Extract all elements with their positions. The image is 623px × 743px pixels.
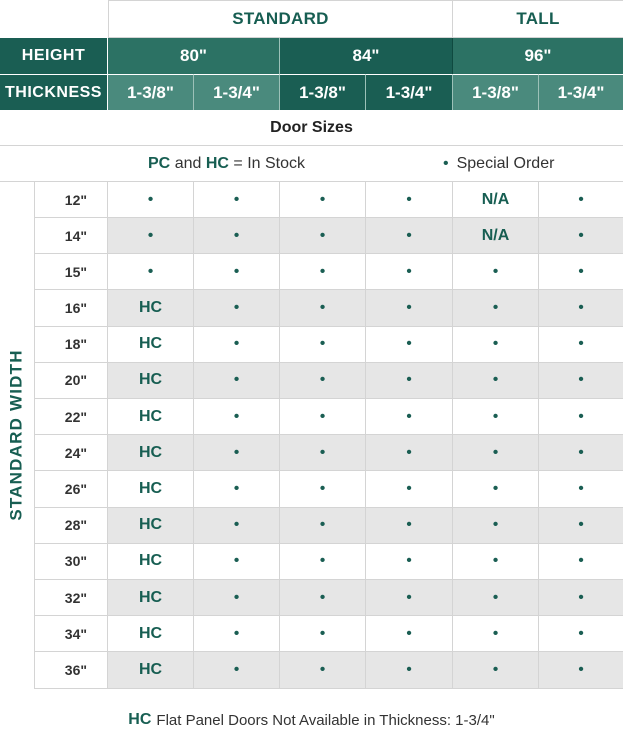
height-label: HEIGHT [0, 38, 108, 74]
legend-stock [0, 146, 453, 182]
special-order-dot: • [453, 399, 539, 435]
special-order-dot: • [194, 218, 280, 254]
special-order-dot: • [280, 290, 366, 326]
special-order-dot: • [194, 182, 280, 218]
in-stock-hc: HC [108, 544, 194, 580]
special-order-dot: • [366, 435, 453, 471]
special-order-dot: • [366, 218, 453, 254]
special-order-dot: • [194, 254, 280, 290]
special-order-dot: • [366, 290, 453, 326]
width-label: 12" [35, 182, 108, 218]
special-order-dot: • [539, 508, 623, 544]
special-order-dot: • [539, 182, 623, 218]
special-order-dot: • [280, 399, 366, 435]
special-order-dot: • [539, 616, 623, 652]
width-label: 36" [35, 652, 108, 688]
special-order-dot: • [194, 652, 280, 688]
special-order-dot: • [453, 471, 539, 507]
special-order-dot: • [539, 363, 623, 399]
special-order-dot: • [539, 435, 623, 471]
special-order-dot: • [366, 652, 453, 688]
special-order-dot: • [194, 290, 280, 326]
special-order-dot: • [194, 544, 280, 580]
special-order-dot: • [194, 616, 280, 652]
width-label: 26" [35, 471, 108, 507]
special-order-dot: • [280, 182, 366, 218]
special-order-dot: • [366, 254, 453, 290]
special-order-dot: • [539, 652, 623, 688]
special-order-dot: • [108, 218, 194, 254]
special-order-dot: • [194, 580, 280, 616]
special-order-dot: • [366, 508, 453, 544]
not-available: N/A [453, 218, 539, 254]
width-label: 18" [35, 327, 108, 363]
thickness-84-1-3-4: 1-3/4" [366, 74, 453, 110]
legend-hc: HC [205, 154, 229, 172]
special-order-dot: • [366, 363, 453, 399]
width-label: 34" [35, 616, 108, 652]
special-order-dot: • [280, 616, 366, 652]
in-stock-hc: HC [108, 399, 194, 435]
special-order-dot: • [280, 363, 366, 399]
special-order-dot: • [280, 435, 366, 471]
thickness-80-1-3-8: 1-3/8" [108, 74, 194, 110]
legend-special [443, 146, 623, 182]
special-order-dot: • [280, 218, 366, 254]
corner-blank [0, 0, 108, 38]
in-stock-hc: HC [108, 435, 194, 471]
legend-and: and [174, 154, 202, 172]
special-order-dot: • [194, 327, 280, 363]
special-order-dot: • [280, 471, 366, 507]
special-order-dot: • [539, 290, 623, 326]
width-label: 24" [35, 435, 108, 471]
footer-hc: HC [128, 711, 152, 728]
in-stock-hc: HC [108, 508, 194, 544]
thickness-96-1-3-8: 1-3/8" [453, 74, 539, 110]
thickness-80-1-3-4: 1-3/4" [194, 74, 280, 110]
bullet-icon: • [443, 154, 449, 172]
special-order-dot: • [280, 544, 366, 580]
special-order-dot: • [366, 399, 453, 435]
in-stock-hc: HC [108, 471, 194, 507]
special-order-dot: • [366, 182, 453, 218]
legend-pc: PC [148, 154, 171, 172]
special-order-dot: • [453, 363, 539, 399]
special-order-dot: • [194, 363, 280, 399]
height-96: 96" [453, 38, 623, 74]
standard-width-text: STANDARD WIDTH [7, 349, 27, 521]
height-84: 84" [280, 38, 453, 74]
special-order-dot: • [194, 508, 280, 544]
legend-special-order: Special Order [456, 154, 555, 172]
special-order-dot: • [453, 508, 539, 544]
thickness-84-1-3-8: 1-3/8" [280, 74, 366, 110]
footer-text: Flat Panel Doors Not Available in Thickness: 1-3/4" [156, 711, 495, 729]
special-order-dot: • [453, 327, 539, 363]
width-label: 32" [35, 580, 108, 616]
special-order-dot: • [366, 327, 453, 363]
height-80: 80" [108, 38, 280, 74]
in-stock-hc: HC [108, 290, 194, 326]
width-label: 16" [35, 290, 108, 326]
special-order-dot: • [280, 652, 366, 688]
group-standard: STANDARD [108, 0, 453, 38]
legend-in-stock: = In Stock [233, 154, 305, 172]
in-stock-hc: HC [108, 327, 194, 363]
special-order-dot: • [539, 218, 623, 254]
special-order-dot: • [539, 327, 623, 363]
special-order-dot: • [453, 435, 539, 471]
special-order-dot: • [453, 254, 539, 290]
group-tall: TALL [453, 0, 623, 38]
special-order-dot: • [366, 544, 453, 580]
in-stock-hc: HC [108, 363, 194, 399]
special-order-dot: • [280, 327, 366, 363]
special-order-dot: • [108, 182, 194, 218]
special-order-dot: • [453, 652, 539, 688]
special-order-dot: • [453, 290, 539, 326]
not-available: N/A [453, 182, 539, 218]
table-title: Door Sizes [0, 110, 623, 146]
special-order-dot: • [539, 254, 623, 290]
special-order-dot: • [194, 399, 280, 435]
thickness-label: THICKNESS [0, 74, 108, 110]
width-label: 28" [35, 508, 108, 544]
standard-width-label [0, 182, 35, 689]
width-label: 14" [35, 218, 108, 254]
footer-note [0, 700, 623, 740]
special-order-dot: • [280, 580, 366, 616]
special-order-dot: • [453, 544, 539, 580]
width-label: 20" [35, 363, 108, 399]
special-order-dot: • [366, 471, 453, 507]
special-order-dot: • [280, 254, 366, 290]
special-order-dot: • [539, 580, 623, 616]
special-order-dot: • [539, 544, 623, 580]
width-label: 22" [35, 399, 108, 435]
special-order-dot: • [539, 471, 623, 507]
width-label: 30" [35, 544, 108, 580]
special-order-dot: • [366, 580, 453, 616]
special-order-dot: • [453, 616, 539, 652]
in-stock-hc: HC [108, 652, 194, 688]
in-stock-hc: HC [108, 580, 194, 616]
special-order-dot: • [366, 616, 453, 652]
special-order-dot: • [108, 254, 194, 290]
special-order-dot: • [539, 399, 623, 435]
in-stock-hc: HC [108, 616, 194, 652]
special-order-dot: • [194, 471, 280, 507]
special-order-dot: • [280, 508, 366, 544]
special-order-dot: • [453, 580, 539, 616]
thickness-96-1-3-4: 1-3/4" [539, 74, 623, 110]
special-order-dot: • [194, 435, 280, 471]
width-label: 15" [35, 254, 108, 290]
